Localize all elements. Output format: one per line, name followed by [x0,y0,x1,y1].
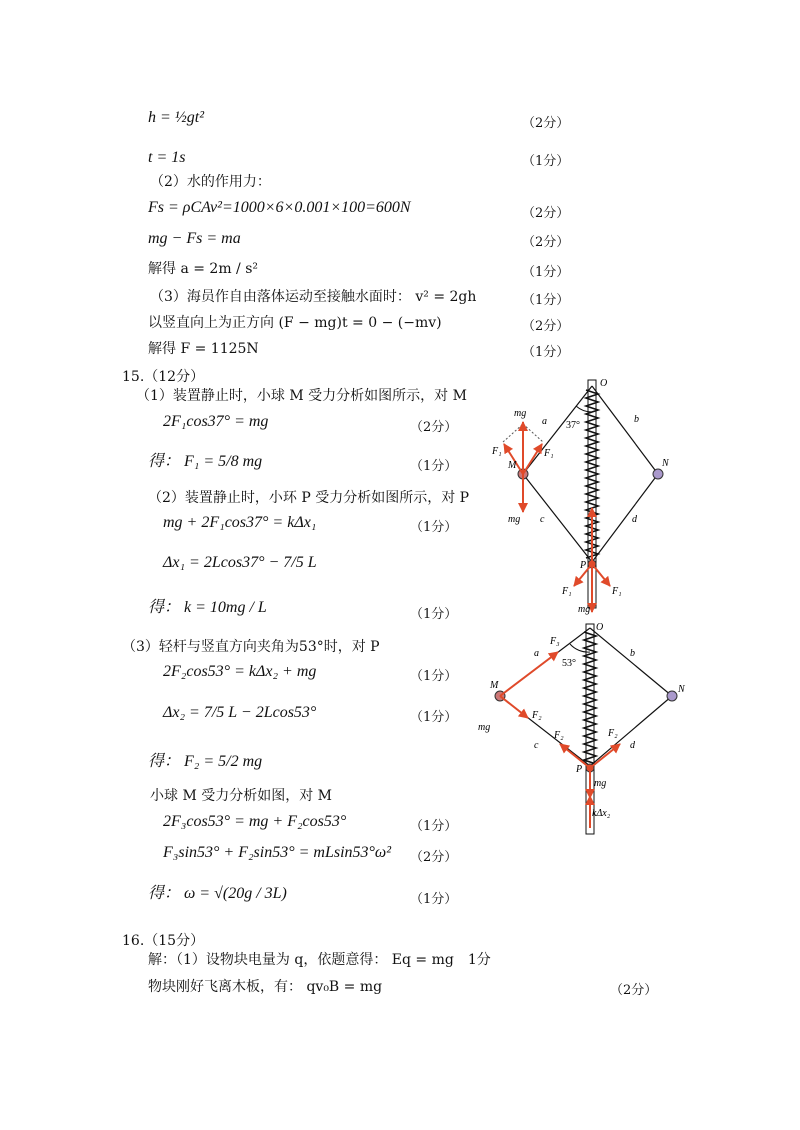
eq-F: 解得 F = 1125N [148,341,259,357]
score: （2分） [410,420,458,435]
label-O: O [596,622,604,633]
score: （1分） [410,459,458,474]
ball-N [653,469,663,479]
score: （2分） [410,850,458,865]
label-c: c [540,514,545,525]
score: （2分） [610,983,658,998]
text-free-fall: （3）海员作自由落体运动至接触水面时： v² = 2gh [150,289,477,305]
label-N: N [678,684,685,695]
eq-p1: 2F₁cos37° = mg [163,413,269,430]
text-p3-m: 小球 M 受力分析如图，对 M [150,788,333,804]
score: （1分） [410,520,458,535]
text-water-force: （2）水的作用力： [150,174,271,190]
label-mg-P: mg [578,604,591,615]
label-mg-M: mg [478,722,491,733]
eq-p2-result: 得： k = 10mg / L [148,599,267,616]
label-P: P [576,764,583,775]
eq-p3-1: 2F₂cos53° = kΔx₂ + mg [163,663,317,680]
label-angle: 37° [566,420,580,431]
eq-p3-result2: 得： ω = √(20g / 3L) [148,885,287,902]
label-F1-P-right: F₁ [612,586,622,597]
eq-fs: Fs = ρCAv²=1000×6×0.001×100=600N [148,199,411,216]
label-F1-P-left: F₁ [562,586,572,597]
score: （1分） [410,669,458,684]
eq-p1-result: 得： F₁ = 5/8 mg [148,453,263,470]
text-p2: （2）装置静止时，小环 P 受力分析如图所示，对 P [148,490,470,506]
forces-M [500,652,558,718]
text-p1: （1）装置静止时，小球 M 受力分析如图所示，对 M [136,388,467,404]
score: （1分） [522,293,570,308]
text-p3: （3）轻杆与竖直方向夹角为53°时，对 P [122,639,380,655]
label-M: M [508,460,517,471]
label-N: N [662,458,669,469]
label-mg-P: mg [594,778,607,789]
score: （2分） [522,206,570,221]
score: （1分） [410,710,458,725]
label-F2-P-left: F₂ [554,730,564,741]
label-a: a [542,416,547,427]
eq-newton: mg − Fs = ma [148,230,241,247]
score: （1分） [522,154,570,169]
label-mg-top: mg [514,408,527,419]
problem-16-heading: 16.（15分） [122,933,205,949]
label-d: d [630,740,635,751]
label-O: O [600,378,608,389]
label-d: d [632,514,637,525]
score: （2分） [522,116,570,131]
score: （1分） [410,819,458,834]
score: （2分） [522,319,570,334]
score: （1分） [522,265,570,280]
label-angle: 53° [562,658,576,669]
label-M: M [490,680,499,691]
label-b: b [634,414,639,425]
label-F2-P-right: F₂ [608,728,618,739]
eq-t: t = 1s [148,149,186,166]
label-kdx: kΔx₂ [592,808,611,819]
text-16-1: 解：（1）设物块电量为 q，依题意得： Eq = mg 1分 [148,952,491,968]
eq-p3-3: 2F₃cos53° = mg + F₂cos53° [163,813,347,830]
eq-h: h = ½gt² [148,109,205,126]
label-F3: F₃ [550,636,560,647]
eq-p3-2: Δx₂ = 7/5 L − 2Lcos53° [163,704,317,721]
eq-a: 解得 a = 2m / s² [148,261,259,277]
eq-p3-4: F₃sin53° + F₂sin53° = mLsin53°ω² [163,844,392,861]
figure-1-force-diagram [470,372,700,620]
eq-p2-1: mg + 2F₁cos37° = kΔx₁ [163,514,317,531]
text-16-2: 物块刚好飞离木板，有： qv₀B = mg [148,979,383,995]
ball-N [667,691,677,701]
label-P: P [580,560,587,571]
label-c: c [534,740,539,751]
label-b: b [630,648,635,659]
eq-p3-result: 得： F₂ = 5/2 mg [148,753,263,770]
eq-p2-2: Δx₁ = 2Lcos37° − 7/5 L [163,554,317,571]
label-F2-M: F₂ [532,710,542,721]
label-F1-left: F₁ [492,446,502,457]
problem-15-heading: 15.（12分） [122,369,205,385]
score: （1分） [522,345,570,360]
score: （2分） [522,235,570,250]
score: （1分） [410,607,458,622]
label-mg-M: mg [508,514,521,525]
score: （1分） [410,892,458,907]
label-F1-right: F₁ [544,448,554,459]
text-momentum: 以竖直向上为正方向 (F − mg)t = 0 − (−mv) [148,315,442,331]
label-a: a [534,648,539,659]
figure-2-force-diagram [470,620,700,840]
